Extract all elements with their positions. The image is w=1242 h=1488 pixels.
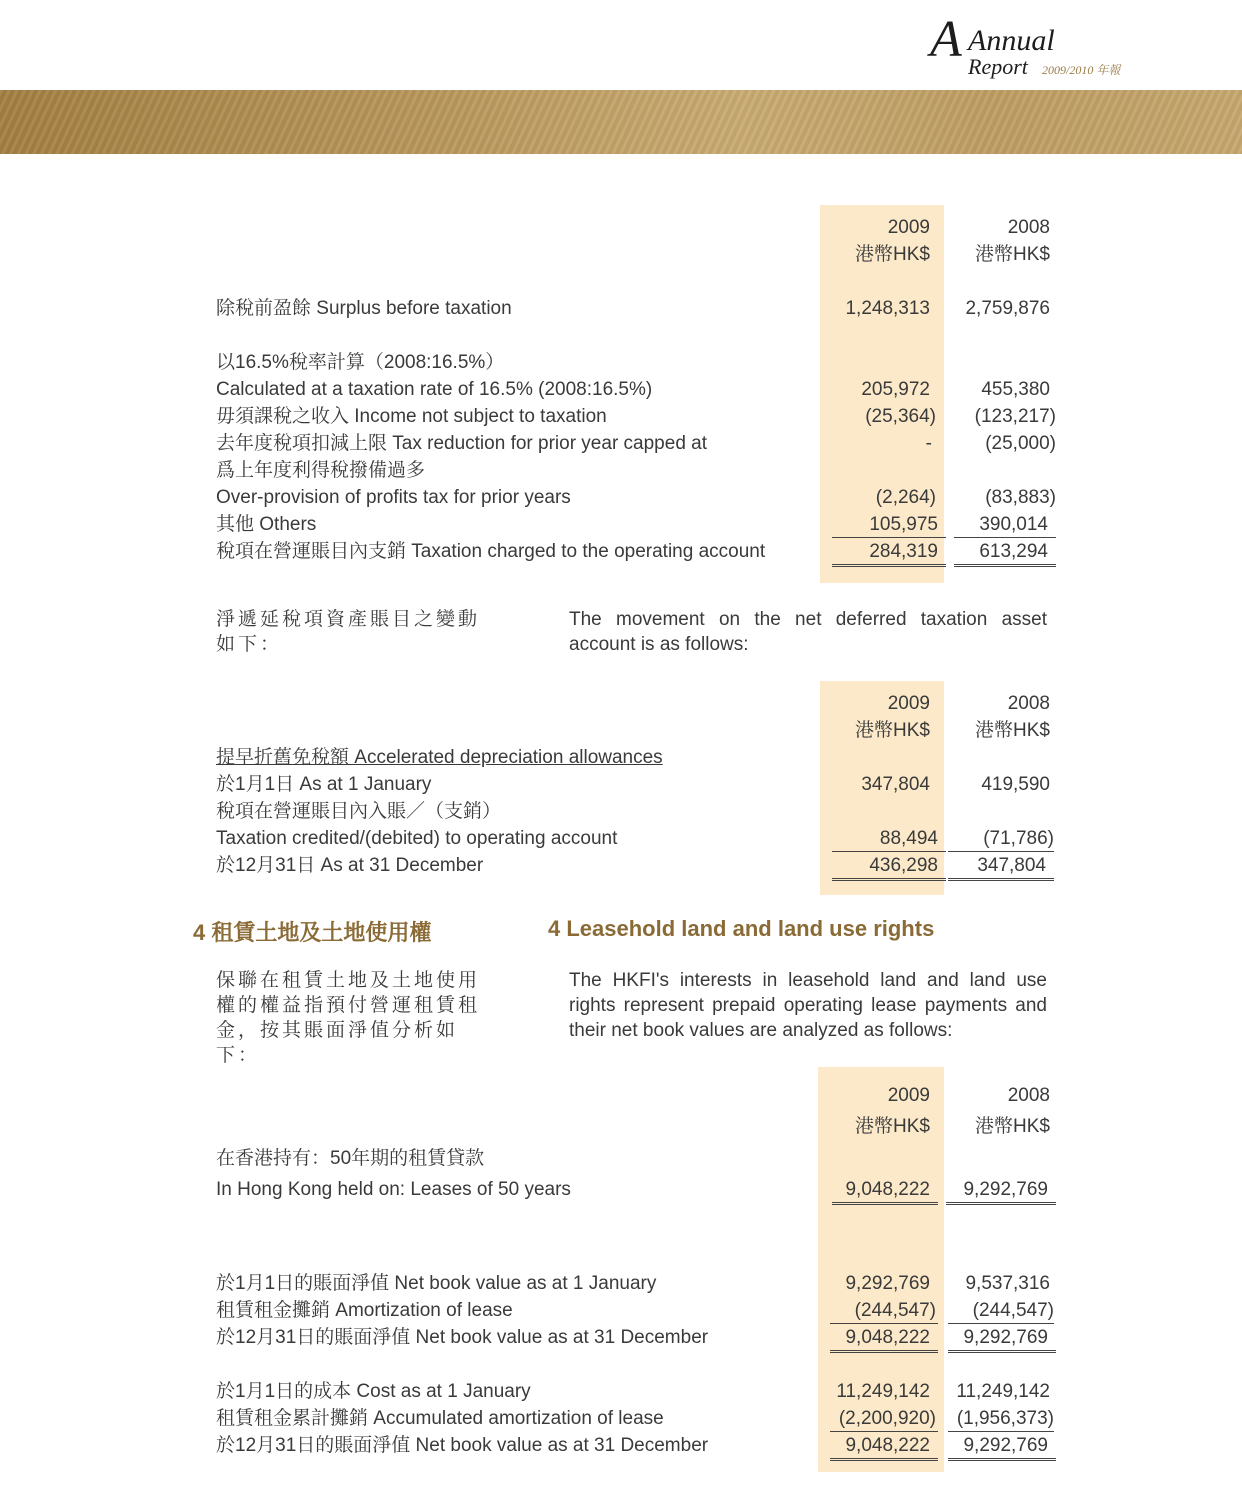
calc-label: Calculated at a taxation rate of 16.5% (2008:16.5%): [216, 379, 653, 400]
nbv-jan-2009: 9,292,769: [845, 1273, 930, 1294]
jan-2008: 419,590: [981, 774, 1050, 795]
unit-2009-header: 港幣HK$: [855, 244, 930, 265]
nbv-dec2-2009: 9,048,222: [830, 1434, 938, 1461]
hk-zh-label: 在香港持有：50年期的租賃貸款: [216, 1148, 485, 1169]
credited-2009: 88,494: [832, 827, 946, 852]
nbv-jan-2008: 9,537,316: [965, 1273, 1050, 1294]
calc-2009: 205,972: [861, 379, 930, 400]
overprov-zh-label: 爲上年度利得稅撥備過多: [216, 460, 426, 481]
dec-label: 於12月31日 As at 31 December: [216, 855, 484, 876]
income-2009: (25,364): [865, 406, 936, 427]
t2-unit-2008-header: 港幣HK$: [975, 720, 1050, 741]
deferred-zh-paragraph: 淨遞延稅項資產賬目之變動如下：: [216, 609, 481, 655]
income-label: 毋須課稅之收入 Income not subject to taxation: [216, 406, 607, 427]
amort-2009: (244,547): [830, 1299, 938, 1324]
charged-2008: 613,294: [954, 540, 1056, 567]
reduction-2008: (25,000): [985, 433, 1056, 454]
dec-2009: 436,298: [832, 854, 946, 881]
cost-label: 於1月1日的成本 Cost as at 1 January: [216, 1381, 531, 1402]
amort-label: 租賃租金攤銷 Amortization of lease: [216, 1300, 513, 1321]
nbv-dec2-2008: 9,292,769: [948, 1434, 1056, 1461]
acc-amort-2008: (1,956,373): [948, 1407, 1054, 1432]
nbv-dec-label: 於12月31日的賬面淨值 Net book value as at 31 December: [216, 1327, 709, 1348]
logo-letter-a: A: [930, 11, 962, 68]
surplus-2009: 1,248,313: [845, 298, 930, 319]
hk-label: In Hong Kong held on: Leases of 50 years: [216, 1179, 571, 1200]
nbv-jan-label: 於1月1日的賬面淨值 Net book value as at 1 January: [216, 1273, 657, 1294]
section4-zh-paragraph: 保聯在租賃土地及土地使用權的權益指預付營運租賃租金，按其賬面淨值分析如下：: [216, 970, 481, 1066]
nbv-dec-2008: 9,292,769: [948, 1326, 1056, 1353]
header-band: [0, 90, 1242, 154]
others-2009: 105,975: [832, 513, 946, 538]
dec-2008: 347,804: [948, 854, 1054, 881]
t2-year-2008-header: 2008: [1007, 693, 1050, 714]
nbv-dec2-label: 於12月31日的賬面淨值 Net book value as at 31 December: [216, 1435, 709, 1456]
cost-2009: 11,249,142: [836, 1381, 930, 1402]
surplus-2008: 2,759,876: [965, 298, 1050, 319]
t2-unit-2009-header: 港幣HK$: [855, 720, 930, 741]
nbv-dec-2009: 9,048,222: [830, 1326, 938, 1353]
logo-year-label: 2009/2010 年報: [1042, 63, 1121, 77]
overprov-label: Over-provision of profits tax for prior years: [216, 487, 571, 508]
others-label: 其他 Others: [216, 514, 317, 535]
credited-2008: (71,786): [948, 827, 1054, 852]
unit-2008-header: 港幣HK$: [975, 244, 1050, 265]
section4-en-paragraph: The HKFI's interests in leasehold land and land use rights represent prepaid operating lease payments and their net book values are analyzed as follows:: [569, 970, 1047, 1041]
t3-year-2008-header: 2008: [1007, 1085, 1050, 1106]
calc-zh-label: 以16.5%稅率計算（2008:16.5%）: [216, 352, 505, 373]
acc-amort-label: 租賃租金累計攤銷 Accumulated amortization of lease: [216, 1408, 664, 1429]
overprov-2009: (2,264): [875, 487, 936, 508]
hk-2008: 9,292,769: [946, 1178, 1056, 1205]
year-2009-header: 2009: [887, 217, 930, 238]
annual-report-logo: [930, 11, 1150, 79]
surplus-label: 除稅前盈餘 Surplus before taxation: [216, 298, 512, 319]
amort-2008: (244,547): [948, 1299, 1054, 1324]
overprov-2008: (83,883): [985, 487, 1056, 508]
credited-label: Taxation credited/(debited) to operating account: [216, 828, 618, 849]
charged-2009: 284,319: [832, 540, 946, 567]
t3-year-2009-header: 2009: [887, 1085, 930, 1106]
charged-label: 稅項在營運賬目內支銷 Taxation charged to the operating account: [216, 541, 766, 562]
section4-title-zh: 4 租賃土地及土地使用權: [193, 920, 432, 945]
others-2008: 390,014: [954, 513, 1056, 538]
t2-year-2009-header: 2009: [887, 693, 930, 714]
t3-unit-2008-header: 港幣HK$: [975, 1116, 1050, 1137]
year-2008-header: 2008: [1007, 217, 1050, 238]
income-2008: (123,217): [974, 406, 1056, 427]
logo-word-annual: Annual: [968, 24, 1055, 57]
deferred-en-paragraph: The movement on the net deferred taxation asset account is as follows:: [569, 609, 1047, 655]
logo-word-report: Report: [968, 54, 1028, 79]
calc-2008: 455,380: [981, 379, 1050, 400]
acc-amort-2009: (2,200,920): [830, 1407, 938, 1432]
depreciation-heading: 提早折舊免稅額 Accelerated depreciation allowances: [216, 747, 663, 768]
t3-unit-2009-header: 港幣HK$: [855, 1116, 930, 1137]
jan-label: 於1月1日 As at 1 January: [216, 774, 432, 795]
cost-2008: 11,249,142: [956, 1381, 1050, 1402]
reduction-label: 去年度稅項扣減上限 Tax reduction for prior year capped at: [216, 433, 708, 454]
reduction-2009: -: [925, 433, 932, 454]
section4-title-en: 4 Leasehold land and land use rights: [548, 916, 935, 941]
hk-2009: 9,048,222: [832, 1178, 938, 1205]
jan-2009: 347,804: [861, 774, 930, 795]
credited-zh-label: 稅項在營運賬目內入賬／（支銷）: [216, 801, 502, 822]
